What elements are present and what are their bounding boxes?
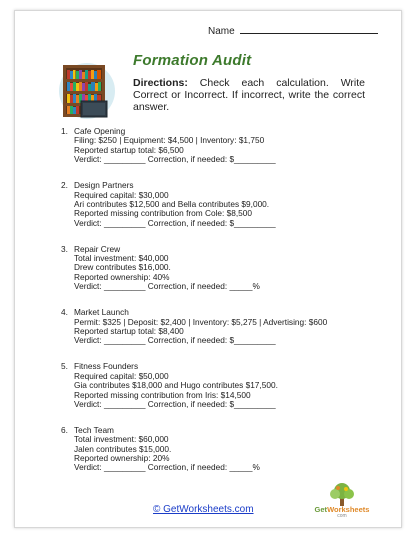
problem-line: Jalen contributes $15,000.	[74, 443, 172, 454]
directions-text: Check each calculation. Write Correct or Incorrect. If incorrect, write the correct answer.	[133, 77, 365, 113]
name-field	[208, 25, 378, 37]
problem-number: 2.	[61, 180, 68, 191]
problem-title: Fitness Founders	[74, 361, 139, 372]
bookshelf-illustration	[55, 61, 117, 123]
directions-label: Directions:	[133, 77, 188, 89]
problem-1	[61, 127, 381, 165]
problem-title: Cafe Opening	[74, 126, 126, 136]
name-blank-line[interactable]	[240, 25, 378, 34]
problem-line: Total investment: $60,000	[74, 434, 169, 445]
logo-text-get: Get	[314, 505, 328, 514]
problem-line: Reported ownership: 20%	[74, 453, 170, 464]
problem-2	[61, 181, 381, 228]
name-label: Name	[208, 26, 235, 37]
problem-line: Ari contributes $12,500 and Bella contributes $9,000.	[74, 198, 270, 209]
problem-line: Reported missing contribution from Iris: $14,500	[74, 389, 251, 400]
problem-number: 1.	[61, 126, 68, 136]
problem-title: Repair Crew	[74, 243, 121, 254]
verdict-line[interactable]: Verdict: _________ Correction, if needed: $_________	[74, 217, 276, 228]
getworksheets-logo	[313, 482, 371, 520]
problem-line: Reported startup total: $6,500	[74, 144, 184, 155]
problem-title: Tech Team	[74, 424, 114, 435]
worksheet-title: Formation Audit	[133, 52, 252, 69]
logo-text-worksheets: Worksheets	[327, 505, 370, 514]
problem-4	[61, 308, 381, 346]
problem-line: Required capital: $50,000	[74, 370, 169, 381]
directions	[133, 77, 365, 113]
problem-line: Required capital: $30,000	[74, 189, 169, 200]
problem-line: Permit: $325 | Deposit: $2,400 | Inventory: $5,275 | Advertising: $600	[74, 316, 328, 327]
problem-title: Market Launch	[74, 307, 129, 318]
problem-line: Reported startup total: $8,400	[74, 326, 184, 336]
verdict-line[interactable]: Verdict: _________ Correction, if needed: $_________	[74, 335, 276, 346]
logo-sub: com	[337, 513, 347, 519]
verdict-line[interactable]: Verdict: _________ Correction, if needed: _____%	[74, 281, 260, 292]
verdict-line[interactable]: Verdict: _________ Correction, if needed: $_________	[74, 154, 276, 165]
problem-list	[61, 127, 381, 489]
problem-6	[61, 426, 381, 473]
problem-number: 6.	[61, 424, 68, 435]
logo-wordmark	[313, 505, 371, 519]
footer-link[interactable]: © GetWorksheets.com	[153, 504, 254, 515]
problem-line: Reported ownership: 40%	[74, 271, 170, 282]
problem-number: 4.	[61, 307, 68, 318]
problem-line: Gia contributes $18,000 and Hugo contributes $17,500.	[74, 380, 278, 391]
problem-line: Drew contributes $16,000.	[74, 262, 171, 273]
verdict-line[interactable]: Verdict: _________ Correction, if needed: $_________	[74, 398, 276, 409]
verdict-line[interactable]: Verdict: _________ Correction, if needed: _____%	[74, 462, 260, 473]
problem-line: Filing: $250 | Equipment: $4,500 | Inventory: $1,750	[74, 135, 265, 146]
tree-icon	[313, 482, 371, 506]
problem-number: 3.	[61, 243, 68, 254]
problem-title: Design Partners	[74, 180, 134, 191]
problem-line: Reported missing contribution from Cole: $8,500	[74, 208, 253, 219]
problem-5	[61, 362, 381, 409]
problem-line: Total investment: $40,000	[74, 253, 169, 264]
problem-number: 5.	[61, 361, 68, 372]
problem-3	[61, 245, 381, 292]
